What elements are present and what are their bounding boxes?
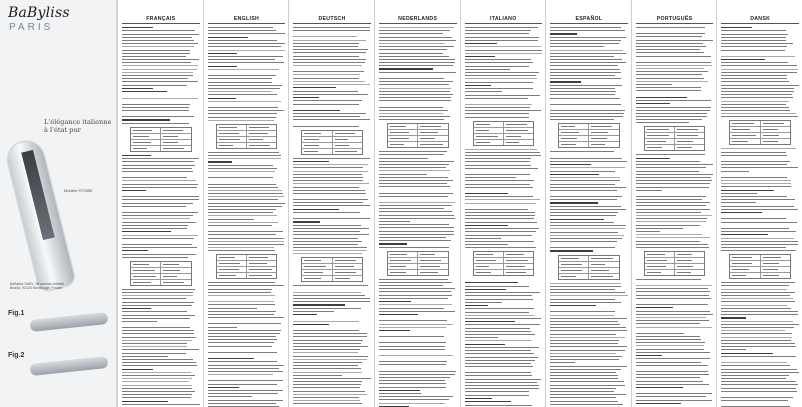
- language-column: [203, 0, 290, 407]
- cover-panel: [0, 0, 117, 407]
- language-column: [374, 0, 461, 407]
- specs-table: [729, 254, 791, 279]
- specs-table: [473, 121, 535, 146]
- language-heading: DANSK: [721, 16, 799, 24]
- body-text: [550, 27, 628, 407]
- language-column: [460, 0, 547, 407]
- specs-table: [387, 251, 449, 276]
- body-text: [293, 27, 371, 407]
- specs-table: [387, 123, 449, 148]
- brand-subtitle: PARIS: [9, 22, 54, 33]
- language-column: [545, 0, 632, 407]
- body-text: [122, 27, 200, 407]
- figure-1-illustration: [30, 312, 109, 332]
- specs-table: [644, 126, 706, 151]
- language-column: [631, 0, 718, 407]
- brand-logo: BaByliss: [8, 5, 70, 21]
- specs-table: [216, 254, 278, 279]
- specs-table: [301, 130, 363, 155]
- language-column: [288, 0, 375, 407]
- slogan: L'élégance italienne à l'état pur: [44, 118, 112, 134]
- body-text: [379, 27, 457, 407]
- language-column: [117, 0, 204, 407]
- body-text: [208, 27, 286, 407]
- model-number: Modèle ST395E: [64, 188, 93, 193]
- specs-table: [130, 127, 192, 152]
- language-heading: ESPAÑOL: [550, 16, 628, 24]
- specs-table: [130, 261, 192, 286]
- body-text: [636, 27, 714, 407]
- language-heading: ENGLISH: [208, 16, 286, 24]
- specs-table: [729, 120, 791, 145]
- language-heading: PORTUGUÊS: [636, 16, 714, 24]
- body-text: [465, 27, 543, 407]
- language-heading: ITALIANO: [465, 16, 543, 24]
- language-heading: FRANÇAIS: [122, 16, 200, 24]
- specs-table: [558, 255, 620, 280]
- language-heading: DEUTSCH: [293, 16, 371, 24]
- language-heading: NEDERLANDS: [379, 16, 457, 24]
- specs-table: [301, 257, 363, 282]
- specs-table: [644, 251, 706, 276]
- specs-table: [216, 124, 278, 149]
- body-text: [721, 27, 799, 407]
- specs-table: [558, 123, 620, 148]
- figure-1-label: Fig.1: [8, 310, 25, 317]
- figure-2-illustration: [30, 356, 109, 376]
- specs-table: [473, 251, 535, 276]
- figure-2-label: Fig.2: [8, 352, 25, 359]
- language-column: [716, 0, 802, 407]
- manufacturer-address: BaByliss SARL, 99 avenue Aristide Briand, 92120 Montrouge, France: [10, 282, 65, 291]
